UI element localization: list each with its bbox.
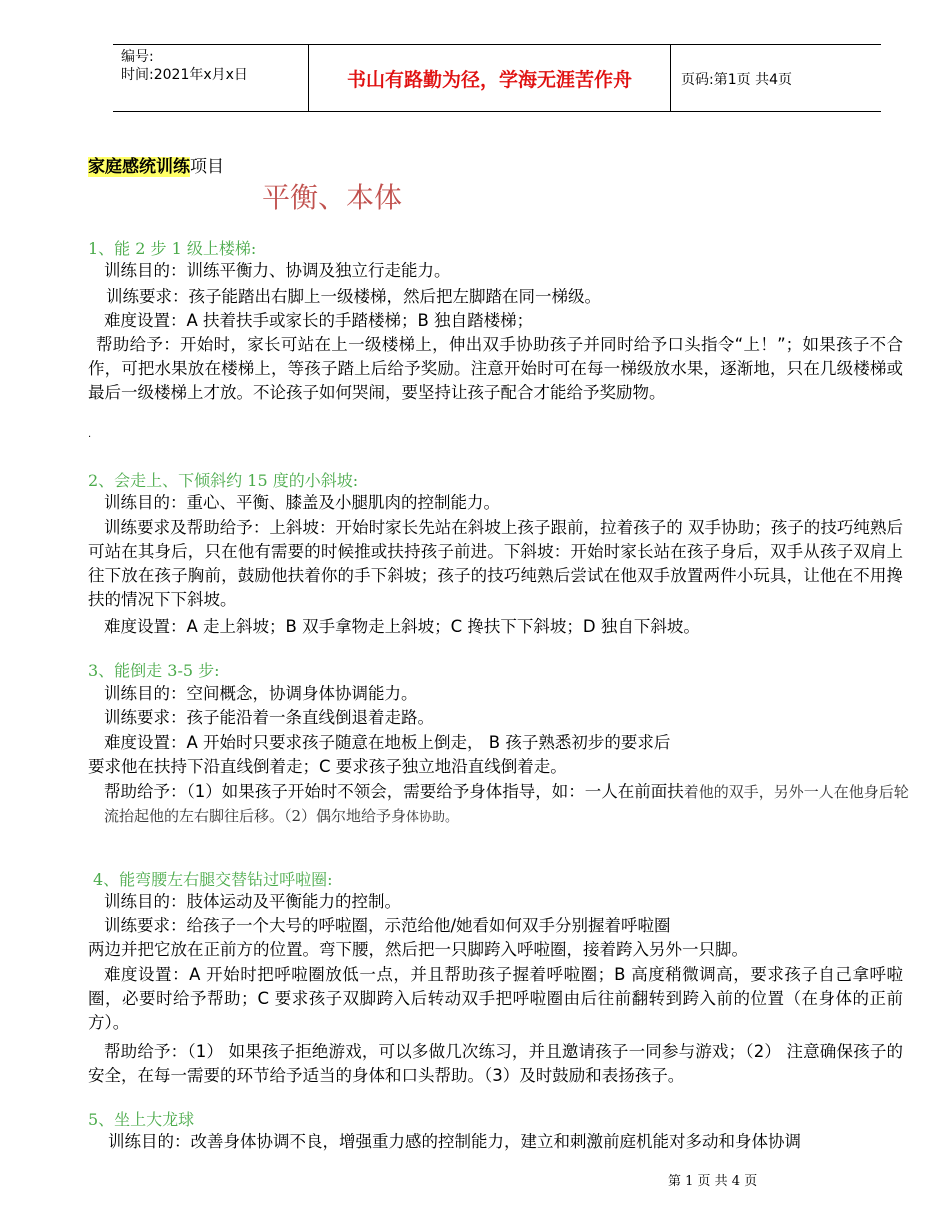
section-4-heading: 4、能弯腰左右腿交替钻过呼啦圈: [93, 870, 333, 889]
stray-dot: · [88, 432, 92, 443]
number-label: 编号: [121, 49, 154, 65]
section-1-help: 帮助给予：开始时，家长可站在上一级楼梯上，伸出双手协助孩子并同时给予口头指令“上！”；如果孩子不合作，可把水果放在楼梯上，等孩子踏上后给予奖励。注意开始时可在每一梯级放水果，逐渐地，只在几级楼梯或最后一级楼梯上才放。不论孩子如何哭闹，要坚持让孩子配合才能给予奖励物。 [88, 335, 903, 402]
section-2-purpose: 训练目的：重心、平衡、膝盖及小腿肌肉的控制能力。 [104, 493, 500, 512]
time-label: 时间:2021年x月x日 [121, 67, 248, 83]
section-2-heading: 2、会走上、下倾斜约 15 度的小斜坡: [88, 471, 359, 490]
section-5-purpose: 训练目的：改善身体协调不良，增强重力感的控制能力，建立和刺激前庭机能对多动和身体协调 [108, 1132, 801, 1151]
section-1-purpose: 训练目的：训练平衡力、协调及独立行走能力。 [104, 261, 451, 280]
title-rest: 项目 [190, 157, 224, 177]
section-4-help: 帮助给予：（1） 如果孩子拒绝游戏，可以多做几次练习，并且邀请孩子一同参与游戏；（2） 注意确保孩子的安全，在每一需要的环节给予适当的身体和口头帮助。（3）及时鼓励和表扬孩子。 [88, 1042, 903, 1085]
section-3-help [88, 780, 919, 830]
header-page-cell [671, 45, 881, 111]
section-3-heading: 3、能倒走 3-5 步: [88, 661, 220, 680]
section-1-requirement: 训练要求：孩子能踏出右脚上一级楼梯，然后把左脚踏在同一梯级。 [106, 287, 601, 306]
header-table [113, 44, 881, 112]
page-subtitle: 平衡、本体 [262, 181, 403, 214]
header-motto-cell [309, 45, 671, 111]
section-3-requirement: 训练要求：孩子能沿着一条直线倒退着走路。 [104, 708, 434, 727]
section-4-purpose: 训练目的：肢体运动及平衡能力的控制。 [104, 892, 401, 911]
section-3-purpose: 训练目的：空间概念，协调身体协调能力。 [104, 684, 418, 703]
section-1-difficulty: 难度设置：A 扶着扶手或家长的手踏楼梯；B 独自踏楼梯； [104, 311, 534, 330]
section-1-heading: 1、能 2 步 1 级上楼梯: [88, 239, 257, 258]
section-3-help-b: 着他的双手，另外一人在他身后轮流抬起他的左右脚往后移。（2）偶尔地给予身 [104, 783, 909, 825]
page-footer: 第 1 页 共 4 页 [668, 1174, 758, 1189]
motto: 书山有路勤为径，学海无涯苦作舟 [346, 69, 632, 91]
header-meta-cell [113, 45, 309, 111]
section-5-heading: 5、坐上大龙球 [88, 1110, 195, 1129]
document-title [88, 152, 224, 177]
section-3-difficulty-b: 要求他在扶持下沿直线倒着走；C 要求孩子独立地沿直线倒着走。 [88, 757, 567, 776]
section-2-difficulty: 难度设置：A 走上斜坡；B 双手拿物走上斜坡；C 搀扶下下斜坡；D 独自下斜坡。 [104, 617, 700, 636]
section-4-difficulty: 难度设置：A 开始时把呼啦圈放低一点，并且帮助孩子握着呼啦圈；B 高度稍微调高，要求孩子自己拿呼啦圈，必要时给予帮助；C 要求孩子双脚跨入后转动双手把呼啦圈由后往前翻转到跨入前的位置（在身体的正前方）。 [88, 965, 903, 1032]
section-4-requirement-a: 训练要求：给孩子一个大号的呼啦圈，示范给他/她看如何双手分别握着呼啦圈 [104, 916, 671, 935]
title-highlight: 家庭感统训练 [88, 157, 190, 177]
section-4-requirement-b: 两边并把它放在正前方的位置。弯下腰，然后把一只脚跨入呼啦圈，接着跨入另外一只脚。 [88, 940, 748, 959]
section-3-help-a: 帮助给予：（1）如果孩子开始时不领会，需要给予身体指导，如：一人在前面扶 [104, 782, 684, 801]
section-2-requirement: 训练要求及帮助给予：上斜坡：开始时家长先站在斜坡上孩子跟前，拉着孩子的 双手协助；孩子的技巧纯熟后可站在其身后，只在他有需要的时候推或扶持孩子前进。下斜坡：开始时家长站在孩子身后，双手从孩子双肩上往下放在孩子胸前，鼓励他扶着你的手下斜坡；孩子的技巧纯熟后尝试在他双手放置两件小玩具，让他在不用搀扶的情况下下斜坡。 [88, 518, 903, 609]
page-info: 页码:第1页 共4页 [681, 72, 792, 88]
section-3-help-c: 体协助。 [406, 810, 459, 825]
section-3-difficulty-a: 难度设置：A 开始时只要求孩子随意在地板上倒走， B 孩子熟悉初步的要求后 [104, 733, 671, 752]
